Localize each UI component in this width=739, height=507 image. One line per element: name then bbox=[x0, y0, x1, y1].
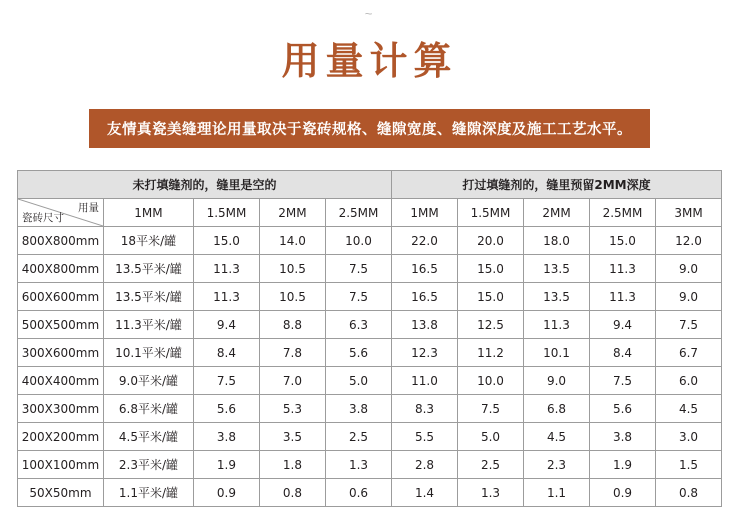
cell-value: 0.9 bbox=[590, 479, 656, 507]
table-row bbox=[17, 339, 721, 367]
cell-value: 5.3 bbox=[259, 395, 325, 423]
cell-value: 13.8 bbox=[392, 311, 458, 339]
cell-value: 8.4 bbox=[193, 339, 259, 367]
cell-value: 0.6 bbox=[325, 479, 391, 507]
subtitle-banner: 友情真瓷美缝理论用量取决于瓷砖规格、缝隙宽度、缝隙深度及施工工艺水平。 bbox=[89, 109, 650, 148]
col-header-2mm-b: 2MM bbox=[524, 199, 590, 227]
cell-value: 11.3 bbox=[193, 283, 259, 311]
row-usage: 1.1平米/罐 bbox=[103, 479, 193, 507]
row-size: 200X200mm bbox=[17, 423, 103, 451]
group-header-no-grout: 未打填缝剂的，缝里是空的 bbox=[17, 171, 391, 199]
col-header-15mm-b: 1.5MM bbox=[458, 199, 524, 227]
table-row bbox=[17, 367, 721, 395]
cell-value: 5.5 bbox=[392, 423, 458, 451]
decoration-ornament: ~ bbox=[364, 5, 375, 21]
cell-value: 7.5 bbox=[325, 283, 391, 311]
cell-value: 12.5 bbox=[458, 311, 524, 339]
cell-value: 0.9 bbox=[193, 479, 259, 507]
cell-value: 15.0 bbox=[193, 227, 259, 255]
cell-value: 7.5 bbox=[458, 395, 524, 423]
col-header-2mm-a: 2MM bbox=[259, 199, 325, 227]
row-usage: 11.3平米/罐 bbox=[103, 311, 193, 339]
corner-label-tile-size: 瓷砖尺寸 bbox=[21, 212, 64, 224]
row-size: 400X400mm bbox=[17, 367, 103, 395]
table-row bbox=[17, 395, 721, 423]
cell-value: 15.0 bbox=[590, 227, 656, 255]
cell-value: 1.3 bbox=[325, 451, 391, 479]
cell-value: 0.8 bbox=[259, 479, 325, 507]
cell-value: 2.5 bbox=[325, 423, 391, 451]
table-row bbox=[17, 283, 721, 311]
row-size: 500X500mm bbox=[17, 311, 103, 339]
cell-value: 11.3 bbox=[590, 255, 656, 283]
row-usage: 6.8平米/罐 bbox=[103, 395, 193, 423]
cell-value: 18.0 bbox=[524, 227, 590, 255]
table-row bbox=[17, 451, 721, 479]
table-row bbox=[17, 227, 721, 255]
cell-value: 3.0 bbox=[656, 423, 722, 451]
cell-value: 12.3 bbox=[392, 339, 458, 367]
cell-value: 3.8 bbox=[325, 395, 391, 423]
cell-value: 10.5 bbox=[259, 255, 325, 283]
row-size: 600X600mm bbox=[17, 283, 103, 311]
cell-value: 1.4 bbox=[392, 479, 458, 507]
cell-value: 9.4 bbox=[590, 311, 656, 339]
cell-value: 5.6 bbox=[325, 339, 391, 367]
cell-value: 15.0 bbox=[458, 255, 524, 283]
cell-value: 10.0 bbox=[458, 367, 524, 395]
cell-value: 1.5 bbox=[656, 451, 722, 479]
subtitle-banner-wrap bbox=[0, 109, 739, 148]
cell-value: 5.6 bbox=[590, 395, 656, 423]
row-size: 400X800mm bbox=[17, 255, 103, 283]
corner-label-usage: 用量 bbox=[77, 202, 99, 214]
cell-value: 1.1 bbox=[524, 479, 590, 507]
cell-value: 10.1 bbox=[524, 339, 590, 367]
cell-value: 5.6 bbox=[193, 395, 259, 423]
col-header-3mm-b: 3MM bbox=[656, 199, 722, 227]
cell-value: 13.5 bbox=[524, 283, 590, 311]
cell-value: 6.0 bbox=[656, 367, 722, 395]
cell-value: 10.5 bbox=[259, 283, 325, 311]
row-size: 300X300mm bbox=[17, 395, 103, 423]
cell-value: 7.5 bbox=[590, 367, 656, 395]
group-header-with-grout: 打过填缝剂的，缝里预留2MM深度 bbox=[392, 171, 722, 199]
cell-value: 8.3 bbox=[392, 395, 458, 423]
row-usage: 9.0平米/罐 bbox=[103, 367, 193, 395]
col-header-25mm-b: 2.5MM bbox=[590, 199, 656, 227]
row-size: 300X600mm bbox=[17, 339, 103, 367]
cell-value: 9.0 bbox=[524, 367, 590, 395]
cell-value: 12.0 bbox=[656, 227, 722, 255]
cell-value: 22.0 bbox=[392, 227, 458, 255]
cell-value: 11.3 bbox=[524, 311, 590, 339]
cell-value: 9.4 bbox=[193, 311, 259, 339]
cell-value: 8.8 bbox=[259, 311, 325, 339]
cell-value: 1.8 bbox=[259, 451, 325, 479]
table-row bbox=[17, 255, 721, 283]
page-title: 用量计算 bbox=[281, 39, 458, 83]
cell-value: 0.8 bbox=[656, 479, 722, 507]
table-row bbox=[17, 311, 721, 339]
table-column-header-row bbox=[17, 199, 721, 227]
cell-value: 11.0 bbox=[392, 367, 458, 395]
table-group-header-row bbox=[17, 171, 721, 199]
table-row bbox=[17, 423, 721, 451]
cell-value: 1.3 bbox=[458, 479, 524, 507]
cell-value: 14.0 bbox=[259, 227, 325, 255]
row-usage: 13.5平米/罐 bbox=[103, 283, 193, 311]
row-usage: 18平米/罐 bbox=[103, 227, 193, 255]
cell-value: 3.8 bbox=[590, 423, 656, 451]
col-header-1mm-b: 1MM bbox=[392, 199, 458, 227]
cell-value: 1.9 bbox=[193, 451, 259, 479]
cell-value: 20.0 bbox=[458, 227, 524, 255]
cell-value: 9.0 bbox=[656, 283, 722, 311]
row-size: 800X800mm bbox=[17, 227, 103, 255]
cell-value: 7.5 bbox=[193, 367, 259, 395]
row-usage: 2.3平米/罐 bbox=[103, 451, 193, 479]
cell-value: 9.0 bbox=[656, 255, 722, 283]
cell-value: 5.0 bbox=[458, 423, 524, 451]
corner-cell bbox=[17, 199, 103, 227]
row-size: 100X100mm bbox=[17, 451, 103, 479]
cell-value: 6.7 bbox=[656, 339, 722, 367]
cell-value: 8.4 bbox=[590, 339, 656, 367]
cell-value: 2.3 bbox=[524, 451, 590, 479]
cell-value: 11.2 bbox=[458, 339, 524, 367]
cell-value: 5.0 bbox=[325, 367, 391, 395]
col-header-25mm-a: 2.5MM bbox=[325, 199, 391, 227]
row-usage: 10.1平米/罐 bbox=[103, 339, 193, 367]
row-size: 50X50mm bbox=[17, 479, 103, 507]
cell-value: 16.5 bbox=[392, 255, 458, 283]
cell-value: 6.8 bbox=[524, 395, 590, 423]
cell-value: 1.9 bbox=[590, 451, 656, 479]
table-row bbox=[17, 479, 721, 507]
cell-value: 7.0 bbox=[259, 367, 325, 395]
row-usage: 4.5平米/罐 bbox=[103, 423, 193, 451]
usage-calculation-table bbox=[17, 170, 722, 507]
cell-value: 11.3 bbox=[193, 255, 259, 283]
cell-value: 2.5 bbox=[458, 451, 524, 479]
cell-value: 7.5 bbox=[656, 311, 722, 339]
cell-value: 15.0 bbox=[458, 283, 524, 311]
cell-value: 11.3 bbox=[590, 283, 656, 311]
cell-value: 7.5 bbox=[325, 255, 391, 283]
cell-value: 6.3 bbox=[325, 311, 391, 339]
cell-value: 4.5 bbox=[656, 395, 722, 423]
row-usage: 13.5平米/罐 bbox=[103, 255, 193, 283]
cell-value: 10.0 bbox=[325, 227, 391, 255]
cell-value: 7.8 bbox=[259, 339, 325, 367]
cell-value: 2.8 bbox=[392, 451, 458, 479]
cell-value: 3.8 bbox=[193, 423, 259, 451]
cell-value: 3.5 bbox=[259, 423, 325, 451]
cell-value: 4.5 bbox=[524, 423, 590, 451]
cell-value: 16.5 bbox=[392, 283, 458, 311]
col-header-15mm-a: 1.5MM bbox=[193, 199, 259, 227]
cell-value: 13.5 bbox=[524, 255, 590, 283]
col-header-1mm-a: 1MM bbox=[103, 199, 193, 227]
